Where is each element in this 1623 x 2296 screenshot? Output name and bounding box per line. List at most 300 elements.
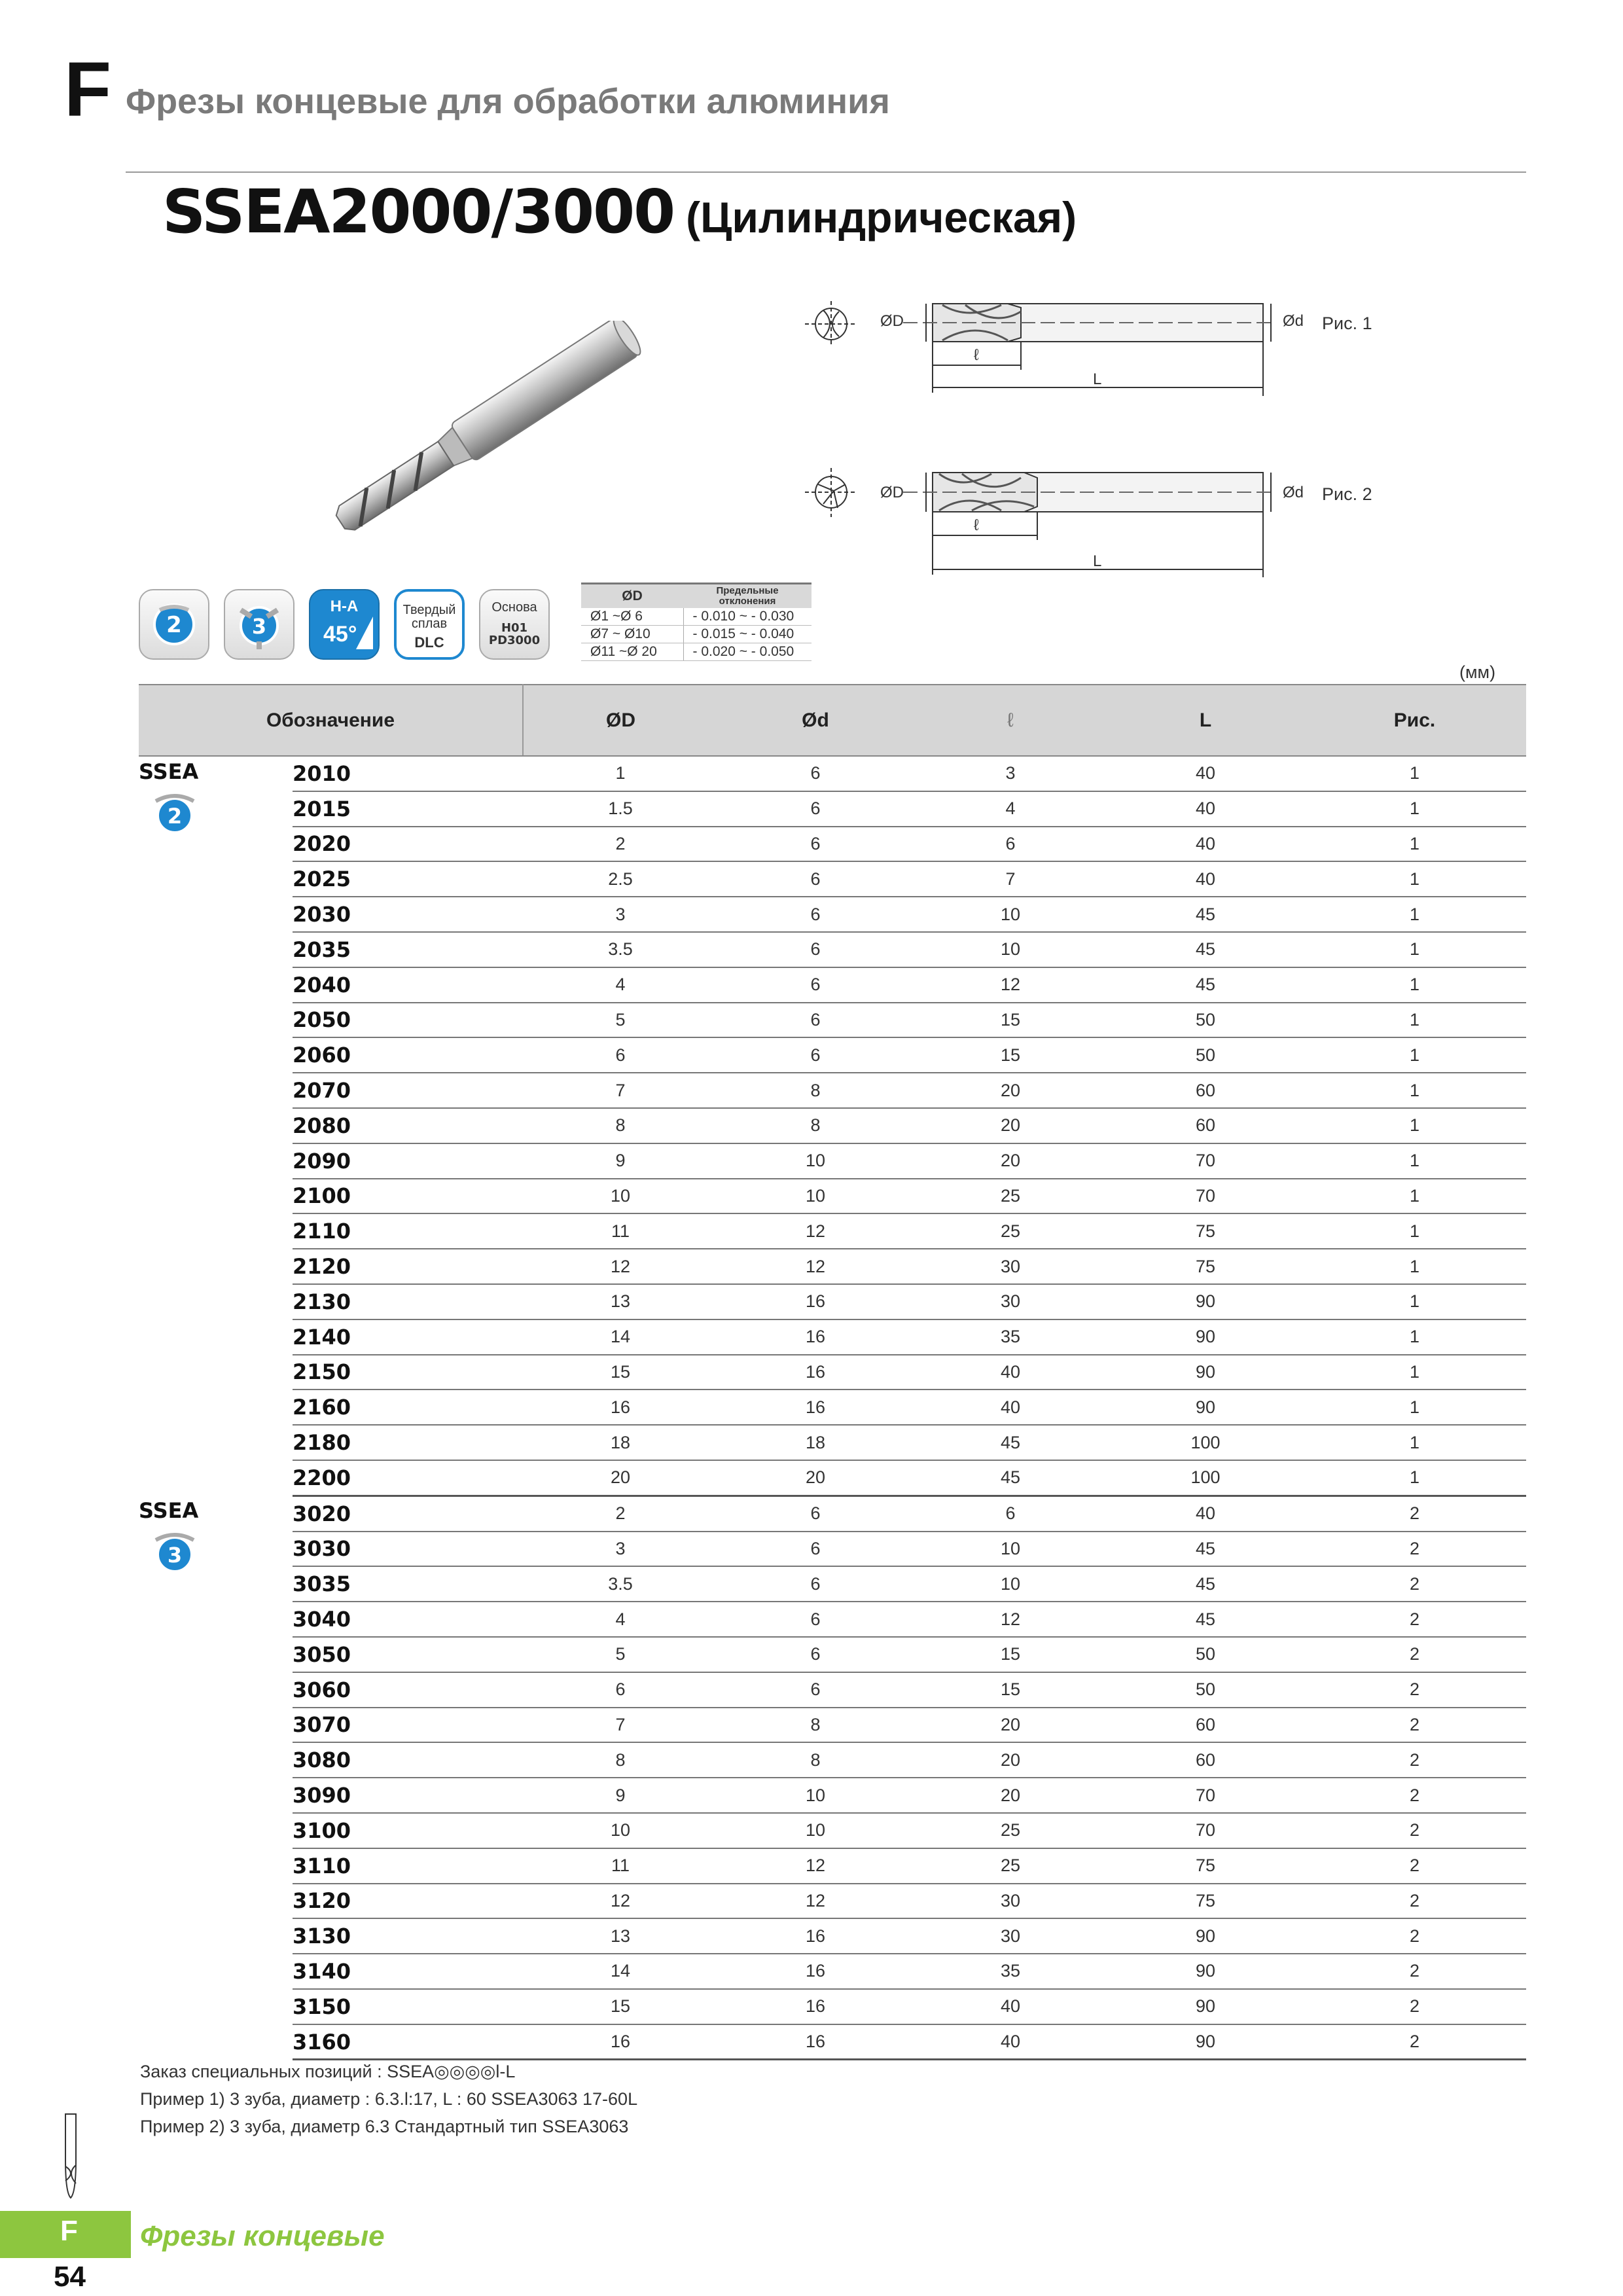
cell-code: 2050	[293, 1003, 523, 1038]
cell-D: 11	[523, 1848, 718, 1884]
cell-d: 10	[718, 1813, 913, 1848]
cell-fig: 2	[1303, 1742, 1526, 1778]
cell-d: 20	[718, 1460, 913, 1496]
table-row	[139, 1390, 1526, 1425]
cell-code: 2025	[293, 861, 523, 897]
tolerance-row	[581, 625, 812, 643]
cell-D: 7	[523, 1073, 718, 1108]
cell-fig: 1	[1303, 897, 1526, 932]
cell-l: 10	[913, 1566, 1108, 1602]
cell-L: 75	[1108, 1249, 1303, 1284]
cell-fig: 2	[1303, 1708, 1526, 1743]
cell-L: 40	[1108, 827, 1303, 862]
cell-D: 1	[523, 756, 718, 791]
table-row	[139, 861, 1526, 897]
cell-L: 60	[1108, 1742, 1303, 1778]
cell-fig: 2	[1303, 1954, 1526, 1989]
cell-d: 6	[718, 861, 913, 897]
cell-l: 25	[913, 1179, 1108, 1214]
three-flute-number: 3	[251, 614, 267, 639]
cell-d: 16	[718, 2024, 913, 2060]
cell-D: 9	[523, 1143, 718, 1179]
tolerance-row	[581, 643, 812, 660]
cell-fig: 1	[1303, 1249, 1526, 1284]
cell-d: 6	[718, 1037, 913, 1073]
unit-label: (мм)	[1459, 662, 1496, 682]
table-row	[139, 1778, 1526, 1813]
table-row	[139, 1143, 1526, 1179]
cell-l: 40	[913, 1355, 1108, 1390]
product-subtitle: (Цилиндрическая)	[686, 193, 1077, 242]
cell-d: 8	[718, 1073, 913, 1108]
product-title	[162, 177, 1077, 247]
cell-code: 2120	[293, 1249, 523, 1284]
cell-code: 2200	[293, 1460, 523, 1496]
fig1-label-d: Ød	[1283, 312, 1304, 330]
cell-code: 2100	[293, 1179, 523, 1214]
section-letter: F	[64, 46, 112, 133]
series-label: SSEA	[139, 1498, 199, 1524]
cell-code: 2070	[293, 1073, 523, 1108]
cell-l: 35	[913, 1319, 1108, 1355]
cell-code: 2060	[293, 1037, 523, 1073]
cell-fig: 1	[1303, 1425, 1526, 1460]
cell-d: 6	[718, 827, 913, 862]
cell-code: 3030	[293, 1532, 523, 1567]
cell-d: 6	[718, 1532, 913, 1567]
cell-d: 16	[718, 1284, 913, 1319]
cell-l: 20	[913, 1708, 1108, 1743]
table-row	[139, 1284, 1526, 1319]
three-flute-icon	[145, 1523, 204, 1582]
cell-L: 70	[1108, 1143, 1303, 1179]
cell-D: 10	[523, 1179, 718, 1214]
helix-angle-icon	[309, 589, 380, 660]
cell-l: 30	[913, 1884, 1108, 1919]
fig2-caption: Рис. 2	[1322, 484, 1372, 504]
cell-D: 7	[523, 1708, 718, 1743]
fig2-label-d: Ød	[1283, 484, 1304, 501]
cell-l: 3	[913, 756, 1108, 791]
cell-fig: 2	[1303, 2024, 1526, 2060]
tolerance-range: Ø1 ~Ø 6	[581, 608, 683, 626]
cell-code: 2080	[293, 1108, 523, 1143]
cell-D: 3.5	[523, 932, 718, 967]
cell-D: 12	[523, 1249, 718, 1284]
cell-L: 50	[1108, 1637, 1303, 1672]
cell-l: 15	[913, 1637, 1108, 1672]
cell-fig: 2	[1303, 1532, 1526, 1567]
cell-L: 60	[1108, 1073, 1303, 1108]
fig1-caption: Рис. 1	[1322, 314, 1372, 333]
cell-D: 2.5	[523, 861, 718, 897]
header-designation: Обозначение	[139, 685, 523, 756]
fig1-label-D: ØD	[880, 312, 904, 330]
cell-code: 3140	[293, 1954, 523, 1989]
cell-l: 40	[913, 1390, 1108, 1425]
cell-fig: 2	[1303, 1637, 1526, 1672]
cell-L: 90	[1108, 1989, 1303, 2024]
cell-fig: 2	[1303, 1602, 1526, 1637]
helix-angle: 45°	[323, 622, 357, 647]
cell-d: 12	[718, 1213, 913, 1249]
fig2-label-l: ℓ	[974, 516, 979, 534]
page-number: 54	[54, 2261, 86, 2293]
cell-code: 3130	[293, 1918, 523, 1954]
table-row	[139, 1249, 1526, 1284]
cell-D: 12	[523, 1884, 718, 1919]
cell-L: 60	[1108, 1108, 1303, 1143]
table-row	[139, 1954, 1526, 1989]
cell-D: 9	[523, 1778, 718, 1813]
table-row	[139, 1037, 1526, 1073]
cell-D: 4	[523, 1602, 718, 1637]
cell-code: 3110	[293, 1848, 523, 1884]
tolerance-tol: - 0.020 ~ - 0.050	[683, 643, 812, 660]
svg-text:3: 3	[167, 1543, 183, 1568]
fig1-label-L: L	[1093, 370, 1102, 388]
material-line1: Твердый	[402, 603, 456, 617]
cell-code: 3160	[293, 2024, 523, 2060]
cell-code: 2180	[293, 1425, 523, 1460]
cell-l: 40	[913, 2024, 1108, 2060]
table-row	[139, 1108, 1526, 1143]
fig2-label-D: ØD	[880, 484, 904, 501]
table-row	[139, 756, 1526, 791]
table-row	[139, 1003, 1526, 1038]
table-row	[139, 1672, 1526, 1708]
cell-l: 6	[913, 1496, 1108, 1531]
table-row	[139, 1213, 1526, 1249]
cell-code: 2160	[293, 1390, 523, 1425]
cell-l: 30	[913, 1918, 1108, 1954]
cell-fig: 2	[1303, 1918, 1526, 1954]
cell-D: 15	[523, 1355, 718, 1390]
header-fig: Рис.	[1303, 685, 1526, 756]
cell-D: 2	[523, 1496, 718, 1531]
table-row	[139, 1884, 1526, 1919]
svg-text:2: 2	[167, 804, 183, 829]
cell-fig: 2	[1303, 1778, 1526, 1813]
two-flute-icon	[145, 784, 204, 843]
figure-2-drawing	[805, 432, 1394, 583]
cell-l: 10	[913, 932, 1108, 967]
base-line3: PD3000	[488, 633, 541, 647]
cell-code: 2035	[293, 932, 523, 967]
cell-l: 20	[913, 1143, 1108, 1179]
cell-fig: 1	[1303, 1319, 1526, 1355]
cell-fig: 1	[1303, 1143, 1526, 1179]
cell-code: 3020	[293, 1496, 523, 1531]
cell-fig: 2	[1303, 1672, 1526, 1708]
cell-D: 10	[523, 1813, 718, 1848]
cell-D: 18	[523, 1425, 718, 1460]
cell-l: 45	[913, 1460, 1108, 1496]
cell-d: 18	[718, 1425, 913, 1460]
cell-d: 6	[718, 756, 913, 791]
table-row	[139, 1532, 1526, 1567]
cell-code: 3150	[293, 1989, 523, 2024]
cell-L: 90	[1108, 1390, 1303, 1425]
cell-fig: 1	[1303, 861, 1526, 897]
cell-fig: 1	[1303, 1073, 1526, 1108]
note-example-1: Пример 1) 3 зуба, диаметр : 6.3.l:17, L : 60 SSEA3063 17-60L	[140, 2089, 638, 2109]
cell-l: 4	[913, 791, 1108, 827]
cell-code: 3040	[293, 1602, 523, 1637]
cell-L: 90	[1108, 1954, 1303, 1989]
cell-code: 3090	[293, 1778, 523, 1813]
cell-fig: 1	[1303, 1179, 1526, 1214]
cell-L: 50	[1108, 1037, 1303, 1073]
cell-L: 40	[1108, 861, 1303, 897]
cell-l: 35	[913, 1954, 1108, 1989]
table-row	[139, 827, 1526, 862]
cell-d: 16	[718, 1954, 913, 1989]
cell-l: 15	[913, 1003, 1108, 1038]
cell-code: 2030	[293, 897, 523, 932]
table-row	[139, 791, 1526, 827]
figure-1-drawing	[805, 255, 1394, 399]
footer-title: Фрезы концевые	[140, 2220, 385, 2252]
cell-d: 8	[718, 1108, 913, 1143]
table-row	[139, 1425, 1526, 1460]
cell-d: 6	[718, 1637, 913, 1672]
cell-L: 45	[1108, 967, 1303, 1003]
table-row	[139, 1742, 1526, 1778]
cell-D: 8	[523, 1742, 718, 1778]
table-row	[139, 1989, 1526, 2024]
cell-d: 6	[718, 932, 913, 967]
cell-d: 6	[718, 1602, 913, 1637]
cell-L: 60	[1108, 1708, 1303, 1743]
cell-l: 15	[913, 1037, 1108, 1073]
cell-fig: 1	[1303, 1213, 1526, 1249]
cell-d: 12	[718, 1249, 913, 1284]
table-row	[139, 1460, 1526, 1496]
cell-code: 3120	[293, 1884, 523, 1919]
cell-code: 2020	[293, 827, 523, 862]
product-code: SSEA2000/3000	[162, 177, 675, 247]
cell-code: 3060	[293, 1672, 523, 1708]
cell-fig: 1	[1303, 1003, 1526, 1038]
cell-l: 10	[913, 897, 1108, 932]
cell-l: 30	[913, 1249, 1108, 1284]
cell-D: 16	[523, 2024, 718, 2060]
cell-d: 8	[718, 1708, 913, 1743]
cell-D: 2	[523, 827, 718, 862]
cell-D: 1.5	[523, 791, 718, 827]
cell-d: 10	[718, 1143, 913, 1179]
cell-L: 40	[1108, 791, 1303, 827]
cell-D: 3	[523, 1532, 718, 1567]
helix-label: H-A	[330, 598, 359, 615]
cell-L: 100	[1108, 1460, 1303, 1496]
three-flute-icon	[224, 589, 294, 660]
table-row	[139, 1708, 1526, 1743]
cell-L: 70	[1108, 1179, 1303, 1214]
cell-d: 8	[718, 1742, 913, 1778]
header-l: ℓ	[913, 685, 1108, 756]
cell-code: 2015	[293, 791, 523, 827]
tolerance-header-tol: Предельные отклонения	[683, 584, 812, 608]
cell-d: 6	[718, 967, 913, 1003]
cell-D: 13	[523, 1918, 718, 1954]
cell-fig: 2	[1303, 1848, 1526, 1884]
cell-l: 25	[913, 1848, 1108, 1884]
cell-code: 3100	[293, 1813, 523, 1848]
footer-section-letter: F	[60, 2215, 78, 2247]
cell-L: 50	[1108, 1672, 1303, 1708]
cell-fig: 1	[1303, 756, 1526, 791]
base-line2: H01	[501, 621, 528, 635]
cell-fig: 2	[1303, 1989, 1526, 2024]
table-row	[139, 1602, 1526, 1637]
cell-D: 5	[523, 1003, 718, 1038]
cell-L: 90	[1108, 1918, 1303, 1954]
cell-D: 20	[523, 1460, 718, 1496]
cell-fig: 1	[1303, 1460, 1526, 1496]
tolerance-row	[581, 608, 812, 626]
table-row	[139, 1496, 1526, 1531]
cell-L: 90	[1108, 1355, 1303, 1390]
cell-L: 40	[1108, 756, 1303, 791]
cell-l: 10	[913, 1532, 1108, 1567]
cell-D: 3.5	[523, 1566, 718, 1602]
cell-code: 2040	[293, 967, 523, 1003]
header-L: L	[1108, 685, 1303, 756]
fig1-label-l: ℓ	[974, 346, 979, 364]
cell-L: 45	[1108, 1532, 1303, 1567]
cell-D: 3	[523, 897, 718, 932]
cell-l: 30	[913, 1284, 1108, 1319]
cell-d: 6	[718, 1672, 913, 1708]
cell-L: 90	[1108, 1319, 1303, 1355]
cell-D: 14	[523, 1954, 718, 1989]
cell-d: 6	[718, 1003, 913, 1038]
table-row	[139, 967, 1526, 1003]
table-row	[139, 1813, 1526, 1848]
cell-d: 16	[718, 1989, 913, 2024]
cell-code: 2130	[293, 1284, 523, 1319]
note-special-order: Заказ специальных позиций : SSEA◎◎◎◎l-L	[140, 2062, 516, 2081]
series-cell	[139, 1496, 293, 2060]
header-D: ØD	[523, 685, 718, 756]
cell-L: 45	[1108, 932, 1303, 967]
table-row	[139, 1637, 1526, 1672]
cell-D: 11	[523, 1213, 718, 1249]
cell-d: 6	[718, 1566, 913, 1602]
base-material-icon	[479, 589, 550, 660]
cell-d: 6	[718, 791, 913, 827]
series-label: SSEA	[139, 759, 199, 784]
cell-D: 13	[523, 1284, 718, 1319]
cell-d: 16	[718, 1918, 913, 1954]
tolerance-tol: - 0.010 ~ - 0.030	[683, 608, 812, 626]
tolerance-range: Ø11 ~Ø 20	[581, 643, 683, 660]
cell-L: 50	[1108, 1003, 1303, 1038]
tolerance-range: Ø7 ~ Ø10	[581, 625, 683, 643]
cell-d: 10	[718, 1778, 913, 1813]
cell-L: 75	[1108, 1884, 1303, 1919]
cell-l: 20	[913, 1073, 1108, 1108]
end-mill-photo	[308, 321, 661, 537]
cell-L: 100	[1108, 1425, 1303, 1460]
cell-fig: 2	[1303, 1566, 1526, 1602]
cell-code: 3070	[293, 1708, 523, 1743]
cell-fig: 1	[1303, 827, 1526, 862]
table-row	[139, 897, 1526, 932]
tolerance-tol: - 0.015 ~ - 0.040	[683, 625, 812, 643]
cell-fig: 1	[1303, 1284, 1526, 1319]
cell-fig: 2	[1303, 1884, 1526, 1919]
cell-L: 70	[1108, 1778, 1303, 1813]
cell-d: 6	[718, 1496, 913, 1531]
cell-l: 20	[913, 1742, 1108, 1778]
cell-fig: 1	[1303, 1355, 1526, 1390]
cell-L: 90	[1108, 2024, 1303, 2060]
cell-d: 16	[718, 1390, 913, 1425]
cell-D: 8	[523, 1108, 718, 1143]
cell-fig: 2	[1303, 1496, 1526, 1531]
table-row	[139, 1848, 1526, 1884]
cell-l: 15	[913, 1672, 1108, 1708]
cell-D: 6	[523, 1672, 718, 1708]
dimensions-table	[139, 684, 1526, 2060]
cell-L: 90	[1108, 1284, 1303, 1319]
table-row	[139, 2024, 1526, 2060]
cell-fig: 1	[1303, 967, 1526, 1003]
tolerance-header-D: ØD	[581, 584, 683, 608]
material-icon	[394, 589, 465, 660]
table-row	[139, 1566, 1526, 1602]
table-row	[139, 1319, 1526, 1355]
cell-l: 12	[913, 1602, 1108, 1637]
ball-end-mill-icon	[51, 2108, 90, 2199]
cell-D: 5	[523, 1637, 718, 1672]
cell-fig: 2	[1303, 1813, 1526, 1848]
cell-l: 20	[913, 1108, 1108, 1143]
table-row	[139, 1179, 1526, 1214]
cell-l: 7	[913, 861, 1108, 897]
cell-l: 12	[913, 967, 1108, 1003]
cell-code: 2150	[293, 1355, 523, 1390]
fig2-label-L: L	[1093, 552, 1102, 570]
cell-code: 2010	[293, 756, 523, 791]
cell-l: 20	[913, 1778, 1108, 1813]
cell-l: 6	[913, 827, 1108, 862]
cell-L: 45	[1108, 897, 1303, 932]
cell-code: 2090	[293, 1143, 523, 1179]
two-flute-icon	[139, 589, 209, 660]
cell-fig: 1	[1303, 1037, 1526, 1073]
cell-D: 16	[523, 1390, 718, 1425]
table-row	[139, 1073, 1526, 1108]
cell-L: 45	[1108, 1566, 1303, 1602]
cell-L: 70	[1108, 1813, 1303, 1848]
series-cell	[139, 756, 293, 1496]
cell-l: 25	[913, 1213, 1108, 1249]
material-line2: сплав	[411, 617, 448, 631]
cell-d: 16	[718, 1319, 913, 1355]
cell-l: 45	[913, 1425, 1108, 1460]
cell-d: 12	[718, 1884, 913, 1919]
header-d: Ød	[718, 685, 913, 756]
cell-L: 75	[1108, 1848, 1303, 1884]
cell-L: 75	[1108, 1213, 1303, 1249]
cell-fig: 1	[1303, 791, 1526, 827]
cell-d: 16	[718, 1355, 913, 1390]
cell-fig: 1	[1303, 932, 1526, 967]
